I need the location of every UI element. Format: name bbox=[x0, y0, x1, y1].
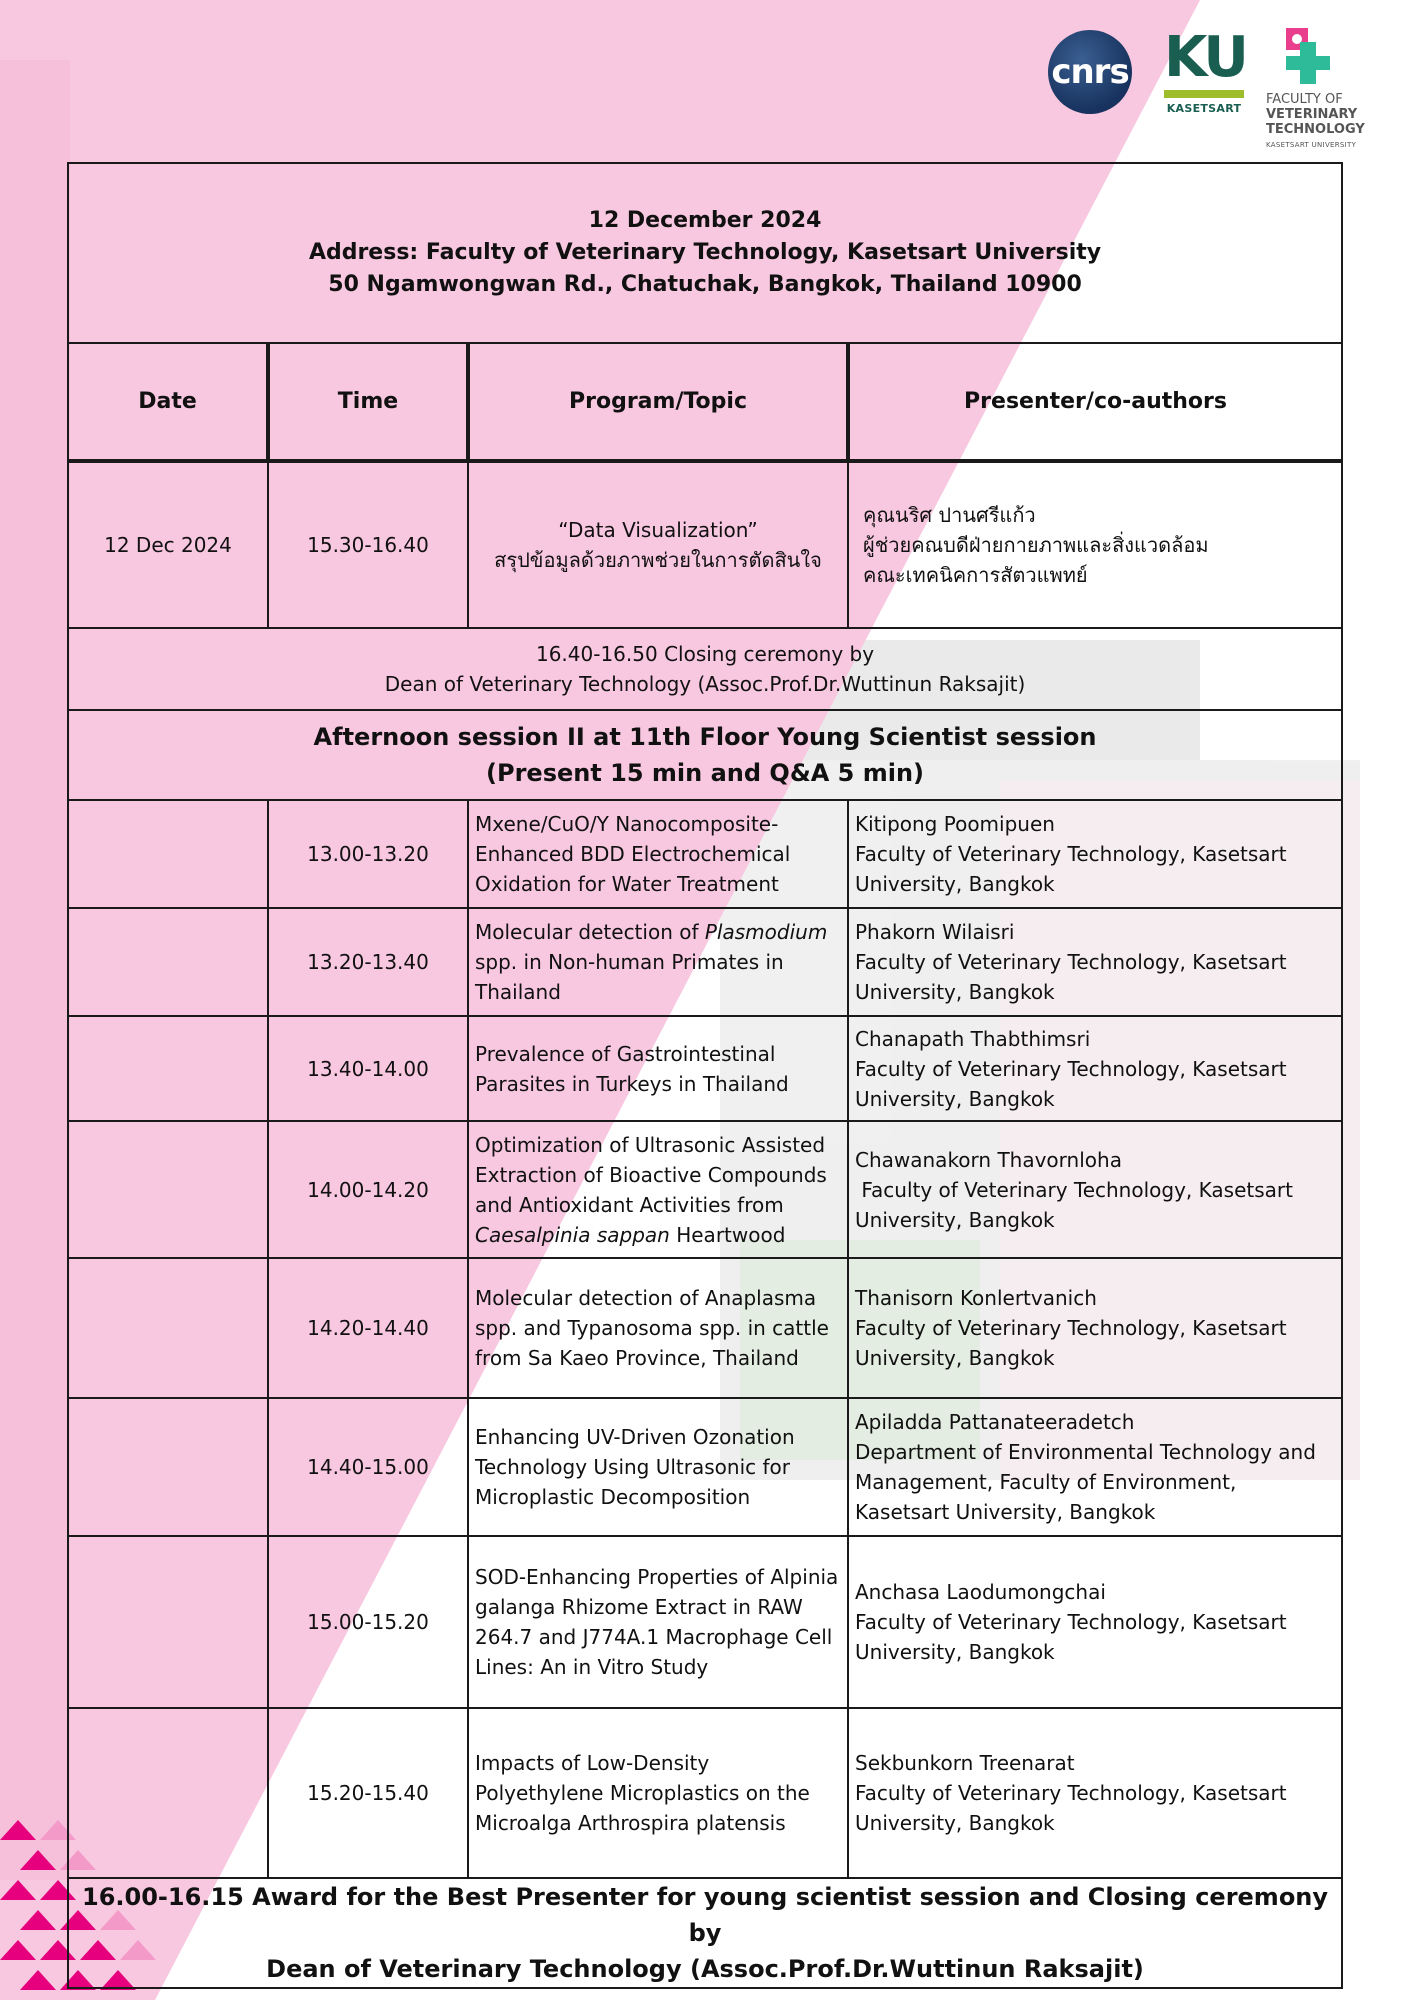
talk-date bbox=[68, 1536, 268, 1708]
column-header-date: Date bbox=[68, 343, 268, 461]
talk-time: 14.20-14.40 bbox=[268, 1258, 468, 1398]
talk-topic: Mxene/CuO/Y Nanocomposite-Enhanced BDD Electrochemical Oxidation for Water Treatment bbox=[468, 800, 848, 908]
talk-row bbox=[68, 1398, 1342, 1536]
column-header-presenter: Presenter/co-authors bbox=[848, 343, 1342, 461]
talk-time: 13.00-13.20 bbox=[268, 800, 468, 908]
talks-list bbox=[68, 800, 1342, 1878]
talk-date bbox=[68, 1398, 268, 1536]
talk-presenter bbox=[848, 1708, 1342, 1878]
talk-row bbox=[68, 1016, 1342, 1121]
column-header-time: Time bbox=[268, 343, 468, 461]
schedule-table bbox=[67, 162, 1343, 1989]
event-date: 12 December 2024 bbox=[588, 208, 822, 233]
talk-topic: Prevalence of Gastrointestinal Parasites in Turkeys in Thailand bbox=[468, 1016, 848, 1121]
event-address-line2: 50 Ngamwongwan Rd., Chatuchak, Bangkok, Thailand 10900 bbox=[328, 272, 1082, 297]
presenter-affiliation: Faculty of Veterinary Technology, Kasetsart University, Bangkok bbox=[855, 1781, 1293, 1835]
main-session-time: 15.30-16.40 bbox=[268, 461, 468, 628]
talk-presenter bbox=[848, 1258, 1342, 1398]
talk-topic: Optimization of Ultrasonic Assisted Extraction of Bioactive Compounds and Antioxidant Activities from Caesalpinia sappan Heartwood bbox=[468, 1121, 848, 1258]
talk-presenter bbox=[848, 908, 1342, 1016]
talk-presenter bbox=[848, 1398, 1342, 1536]
main-session-topic: “Data Visualization” สรุปข้อมูลด้วยภาพช่วยในการตัดสินใจ bbox=[468, 461, 848, 628]
presenter-affiliation: Faculty of Veterinary Technology, Kasetsart University, Bangkok bbox=[855, 1610, 1293, 1664]
presenter-name: Chanapath Thabthimsri bbox=[855, 1026, 1091, 1051]
award-ceremony: 16.00-16.15 Award for the Best Presenter for young scientist session and Closing ceremony by Dean of Veterinary Technology (Assoc.Prof.Dr.Wuttinun Raksajit) bbox=[68, 1878, 1342, 1988]
presenter-affiliation: Faculty of Veterinary Technology, Kasetsart University, Bangkok bbox=[855, 950, 1293, 1004]
talk-date bbox=[68, 908, 268, 1016]
talk-topic: SOD-Enhancing Properties of Alpinia galanga Rhizome Extract in RAW 264.7 and J774A.1 Macrophage Cell Lines: An in Vitro Study bbox=[468, 1536, 848, 1708]
talk-date bbox=[68, 1258, 268, 1398]
talk-date bbox=[68, 1708, 268, 1878]
session-title: Afternoon session II at 11th Floor Young Scientist session (Present 15 min and Q&A 5 min) bbox=[68, 710, 1342, 800]
talk-time: 15.20-15.40 bbox=[268, 1708, 468, 1878]
talk-date bbox=[68, 1121, 268, 1258]
talk-time: 13.40-14.00 bbox=[268, 1016, 468, 1121]
talk-topic: Molecular detection of Plasmodium spp. in Non-human Primates in Thailand bbox=[468, 908, 848, 1016]
presenter-name: Phakorn Wilaisri bbox=[855, 920, 1015, 944]
main-session-date: 12 Dec 2024 bbox=[68, 461, 268, 628]
talk-presenter bbox=[848, 1121, 1342, 1258]
talk-topic: Impacts of Low-Density Polyethylene Microplastics on the Microalga Arthrospira platensis bbox=[468, 1708, 848, 1878]
talk-date bbox=[68, 800, 268, 908]
ku-logo: KU KASETSART bbox=[1164, 25, 1246, 115]
presenter-name: Sekbunkorn Treenarat bbox=[855, 1751, 1075, 1775]
talk-row bbox=[68, 1536, 1342, 1708]
presenter-affiliation: Department of Environmental Technology and Management, Faculty of Environment, Kasetsart University, Bangkok bbox=[855, 1440, 1323, 1524]
logo-bar bbox=[1048, 22, 1388, 162]
talk-time: 15.00-15.20 bbox=[268, 1536, 468, 1708]
talk-time: 14.40-15.00 bbox=[268, 1398, 468, 1536]
presenter-name: Kitipong Poomipuen bbox=[855, 812, 1055, 836]
presenter-name: Anchasa Laodumongchai bbox=[855, 1580, 1106, 1604]
talk-row bbox=[68, 800, 1342, 908]
talk-presenter bbox=[848, 1016, 1342, 1121]
presenter-name: Chawanakorn Thavornloha bbox=[855, 1147, 1122, 1172]
talk-presenter bbox=[848, 800, 1342, 908]
presenter-affiliation: Faculty of Veterinary Technology, Kasetsart University, Bangkok bbox=[855, 842, 1293, 896]
column-header-topic: Program/Topic bbox=[468, 343, 848, 461]
talk-time: 13.20-13.40 bbox=[268, 908, 468, 1016]
talk-row bbox=[68, 908, 1342, 1016]
presenter-affiliation: Faculty of Veterinary Technology, Kasetsart University, Bangkok bbox=[855, 1056, 1293, 1111]
cross-icon bbox=[1280, 28, 1334, 86]
presenter-name: Thanisorn Konlertvanich bbox=[855, 1286, 1097, 1310]
event-address: Address: Faculty of Veterinary Technology, Kasetsart University bbox=[308, 240, 1102, 265]
talk-time: 14.00-14.20 bbox=[268, 1121, 468, 1258]
event-header bbox=[68, 163, 1342, 343]
talk-row bbox=[68, 1258, 1342, 1398]
main-session-row bbox=[68, 461, 1342, 628]
presenter-affiliation: Faculty of Veterinary Technology, Kasetsart University, Bangkok bbox=[855, 1316, 1293, 1370]
talk-row bbox=[68, 1121, 1342, 1258]
talk-date bbox=[68, 1016, 268, 1121]
cnrs-logo: cnrs bbox=[1048, 30, 1132, 114]
presenter-affiliation: Faculty of Veterinary Technology, Kasetsart University, Bangkok bbox=[855, 1177, 1300, 1232]
main-session-presenter: คุณนริศ ปานศรีแก้ว ผู้ช่วยคณบดีฝ่ายกายภาพและสิ่งแวดล้อม คณะเทคนิคการสัตวแพทย์ bbox=[848, 461, 1342, 628]
fvt-logo: FACULTY OF VETERINARY TECHNOLOGY KASETSART UNIVERSITY bbox=[1266, 28, 1388, 150]
talk-topic: Enhancing UV-Driven Ozonation Technology Using Ultrasonic for Microplastic Decomposition bbox=[468, 1398, 848, 1536]
closing-ceremony: 16.40-16.50 Closing ceremony by Dean of Veterinary Technology (Assoc.Prof.Dr.Wuttinun Raksajit) bbox=[68, 628, 1342, 710]
talk-row bbox=[68, 1708, 1342, 1878]
talk-presenter bbox=[848, 1536, 1342, 1708]
column-header-row bbox=[68, 343, 1342, 461]
presenter-name: Apiladda Pattanateeradetch bbox=[855, 1410, 1135, 1434]
talk-topic: Molecular detection of Anaplasma spp. and Typanosoma spp. in cattle from Sa Kaeo Province, Thailand bbox=[468, 1258, 848, 1398]
